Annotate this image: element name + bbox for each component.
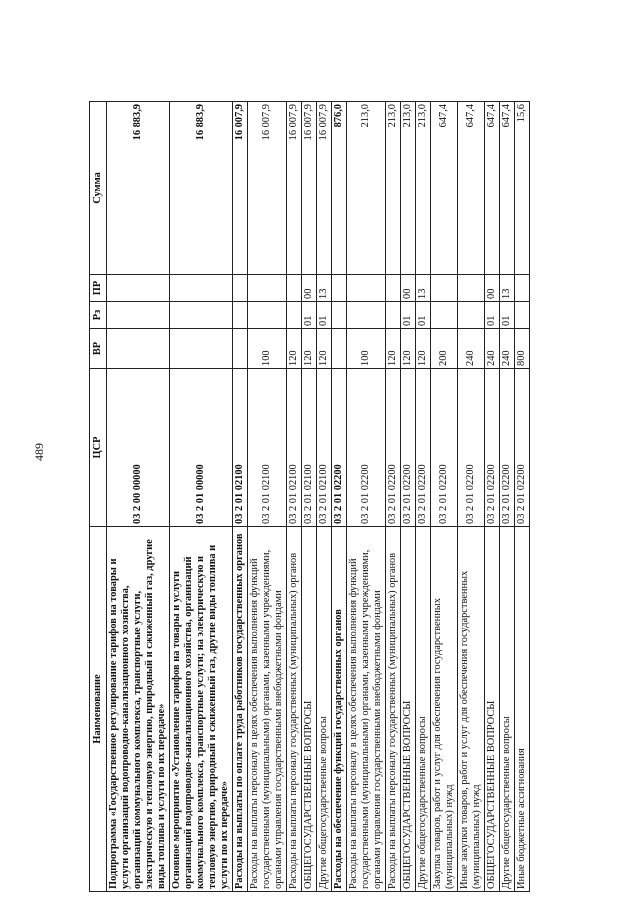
cell-name: ОБЩЕГОСУДАРСТВЕННЫЕ ВОПРОСЫ <box>401 527 416 892</box>
table-row <box>332 102 347 892</box>
cell-name: Расходы на выплаты по оплате труда работников государственных органов <box>233 527 248 892</box>
cell-rz <box>107 302 170 329</box>
cell-rz: 01 <box>317 302 332 329</box>
table-header-row <box>90 102 107 892</box>
table-row <box>107 102 170 892</box>
cell-pr <box>107 275 170 302</box>
cell-sum: 16 007,9 <box>287 102 302 275</box>
cell-sum: 213,0 <box>347 102 386 275</box>
cell-rz <box>515 302 530 329</box>
cell-name: Подпрограмма «Государственное регулирование тарифов на товары и услуги организаций водопроводно-канализационного хозяйства, организаций коммунального комплекса, транспортные услуги, электрическую и тепловую энергию, природный и сжиженный газ, другие виды топлива и услуги по их передаче» <box>107 527 170 892</box>
cell-rz <box>233 302 248 329</box>
cell-vr: 120 <box>401 329 416 369</box>
cell-rz: 01 <box>401 302 416 329</box>
cell-pr <box>458 275 485 302</box>
cell-pr: 13 <box>317 275 332 302</box>
table-row <box>248 102 287 892</box>
cell-pr <box>287 275 302 302</box>
cell-sum: 16 883,9 <box>107 102 170 275</box>
cell-vr: 100 <box>347 329 386 369</box>
cell-pr <box>248 275 287 302</box>
cell-vr: 120 <box>287 329 302 369</box>
cell-sum: 16 007,9 <box>302 102 317 275</box>
cell-csr: 03 2 01 02100 <box>287 369 302 527</box>
cell-vr: 240 <box>458 329 485 369</box>
cell-csr: 03 2 01 02200 <box>458 369 485 527</box>
cell-sum: 876,0 <box>332 102 347 275</box>
cell-vr <box>233 329 248 369</box>
cell-vr: 120 <box>302 329 317 369</box>
cell-sum: 213,0 <box>401 102 416 275</box>
cell-sum: 16 007,9 <box>317 102 332 275</box>
cell-rz: 01 <box>485 302 500 329</box>
cell-csr: 03 2 01 02200 <box>515 369 530 527</box>
cell-sum: 213,0 <box>386 102 401 275</box>
cell-csr: 03 2 01 02100 <box>317 369 332 527</box>
table-row <box>317 102 332 892</box>
cell-pr <box>332 275 347 302</box>
cell-sum: 16 007,9 <box>233 102 248 275</box>
cell-rz <box>332 302 347 329</box>
cell-csr: 03 2 01 02200 <box>416 369 431 527</box>
cell-vr: 120 <box>317 329 332 369</box>
table-row <box>458 102 485 892</box>
cell-csr: 03 2 01 02100 <box>302 369 317 527</box>
cell-name: Расходы на выплаты персоналу в целях обеспечения выполнения функций государственными (муниципальными) органами, казенными учреждениями, органами управления государственными внебюджетными фондами <box>248 527 287 892</box>
cell-rz: 01 <box>302 302 317 329</box>
cell-sum: 647,4 <box>431 102 458 275</box>
cell-name: Другие общегосударственные вопросы <box>500 527 515 892</box>
cell-sum: 647,4 <box>500 102 515 275</box>
cell-csr: 03 2 01 02100 <box>248 369 287 527</box>
cell-csr: 03 2 01 00000 <box>170 369 233 527</box>
table-row <box>287 102 302 892</box>
table-row <box>416 102 431 892</box>
cell-sum: 16 883,9 <box>170 102 233 275</box>
cell-csr: 03 2 01 02100 <box>233 369 248 527</box>
cell-rz <box>386 302 401 329</box>
cell-pr <box>233 275 248 302</box>
cell-csr: 03 2 01 02200 <box>401 369 416 527</box>
table-row <box>233 102 248 892</box>
table-row <box>170 102 233 892</box>
cell-name: Другие общегосударственные вопросы <box>317 527 332 892</box>
header-csr: ЦСР <box>90 369 107 527</box>
cell-vr: 200 <box>431 329 458 369</box>
cell-rz: 01 <box>500 302 515 329</box>
table-row <box>485 102 500 892</box>
cell-vr: 240 <box>500 329 515 369</box>
cell-name: Расходы на обеспечение функций государственных органов <box>332 527 347 892</box>
cell-rz <box>458 302 485 329</box>
cell-vr: 120 <box>416 329 431 369</box>
cell-vr: 800 <box>515 329 530 369</box>
cell-pr <box>347 275 386 302</box>
cell-pr <box>386 275 401 302</box>
cell-sum: 16 007,9 <box>248 102 287 275</box>
cell-csr: 03 2 01 02200 <box>485 369 500 527</box>
cell-name: Иные бюджетные ассигнования <box>515 527 530 892</box>
cell-sum: 15,6 <box>515 102 530 275</box>
cell-rz <box>170 302 233 329</box>
cell-name: Расходы на выплаты персоналу государственных (муниципальных) органов <box>386 527 401 892</box>
cell-csr: 03 2 01 02200 <box>332 369 347 527</box>
cell-pr: 00 <box>401 275 416 302</box>
cell-rz <box>431 302 458 329</box>
table-row <box>401 102 416 892</box>
page-number: 489 <box>32 443 46 461</box>
table-body <box>107 102 530 892</box>
cell-name: Иные закупки товаров, работ и услуг для обеспечения государственных (муниципальных) нужд <box>458 527 485 892</box>
cell-pr: 00 <box>485 275 500 302</box>
cell-csr: 03 2 01 02200 <box>347 369 386 527</box>
table-row <box>515 102 530 892</box>
header-sum: Сумма <box>90 102 107 275</box>
cell-name: ОБЩЕГОСУДАРСТВЕННЫЕ ВОПРОСЫ <box>485 527 500 892</box>
cell-pr: 13 <box>416 275 431 302</box>
table-row <box>302 102 317 892</box>
cell-sum: 213,0 <box>416 102 431 275</box>
cell-pr: 13 <box>500 275 515 302</box>
cell-csr: 03 2 01 02200 <box>431 369 458 527</box>
cell-rz <box>347 302 386 329</box>
table-row <box>500 102 515 892</box>
table-row <box>347 102 386 892</box>
table-row <box>431 102 458 892</box>
cell-vr: 100 <box>248 329 287 369</box>
cell-name: Расходы на выплаты персоналу государственных (муниципальных) органов <box>287 527 302 892</box>
cell-name: Закупка товаров, работ и услуг для обеспечения государственных (муниципальных) нужд <box>431 527 458 892</box>
cell-pr <box>170 275 233 302</box>
cell-sum: 647,4 <box>458 102 485 275</box>
cell-vr: 240 <box>485 329 500 369</box>
cell-rz: 01 <box>416 302 431 329</box>
cell-sum: 647,4 <box>485 102 500 275</box>
rotated-table-container <box>89 102 564 892</box>
cell-name: ОБЩЕГОСУДАРСТВЕННЫЕ ВОПРОСЫ <box>302 527 317 892</box>
cell-csr: 03 2 01 02200 <box>386 369 401 527</box>
cell-csr: 03 2 00 00000 <box>107 369 170 527</box>
header-vr: ВР <box>90 329 107 369</box>
cell-pr <box>431 275 458 302</box>
table-row <box>386 102 401 892</box>
cell-name: Другие общегосударственные вопросы <box>416 527 431 892</box>
cell-pr: 00 <box>302 275 317 302</box>
cell-pr <box>515 275 530 302</box>
cell-name: Основное мероприятие «Установление тарифов на товары и услуги организаций водопроводно-канализационного хозяйства, организаций коммунального комплекса, транспортные услуги; на электрическую и тепловую энергию, природный и сжиженный газ, другие виды топлива и услуги по их передаче» <box>170 527 233 892</box>
cell-name: Расходы на выплаты персоналу в целях обеспечения выполнения функций государственными (муниципальными) органами, казенными учреждениями, органами управления государственными внебюджетными фондами <box>347 527 386 892</box>
cell-vr <box>170 329 233 369</box>
cell-vr: 120 <box>386 329 401 369</box>
cell-rz <box>248 302 287 329</box>
cell-vr <box>332 329 347 369</box>
header-rz: Рз <box>90 302 107 329</box>
cell-vr <box>107 329 170 369</box>
budget-table <box>89 101 530 892</box>
cell-rz <box>287 302 302 329</box>
header-name: Наименование <box>90 527 107 892</box>
header-pr: ПР <box>90 275 107 302</box>
cell-csr: 03 2 01 02200 <box>500 369 515 527</box>
